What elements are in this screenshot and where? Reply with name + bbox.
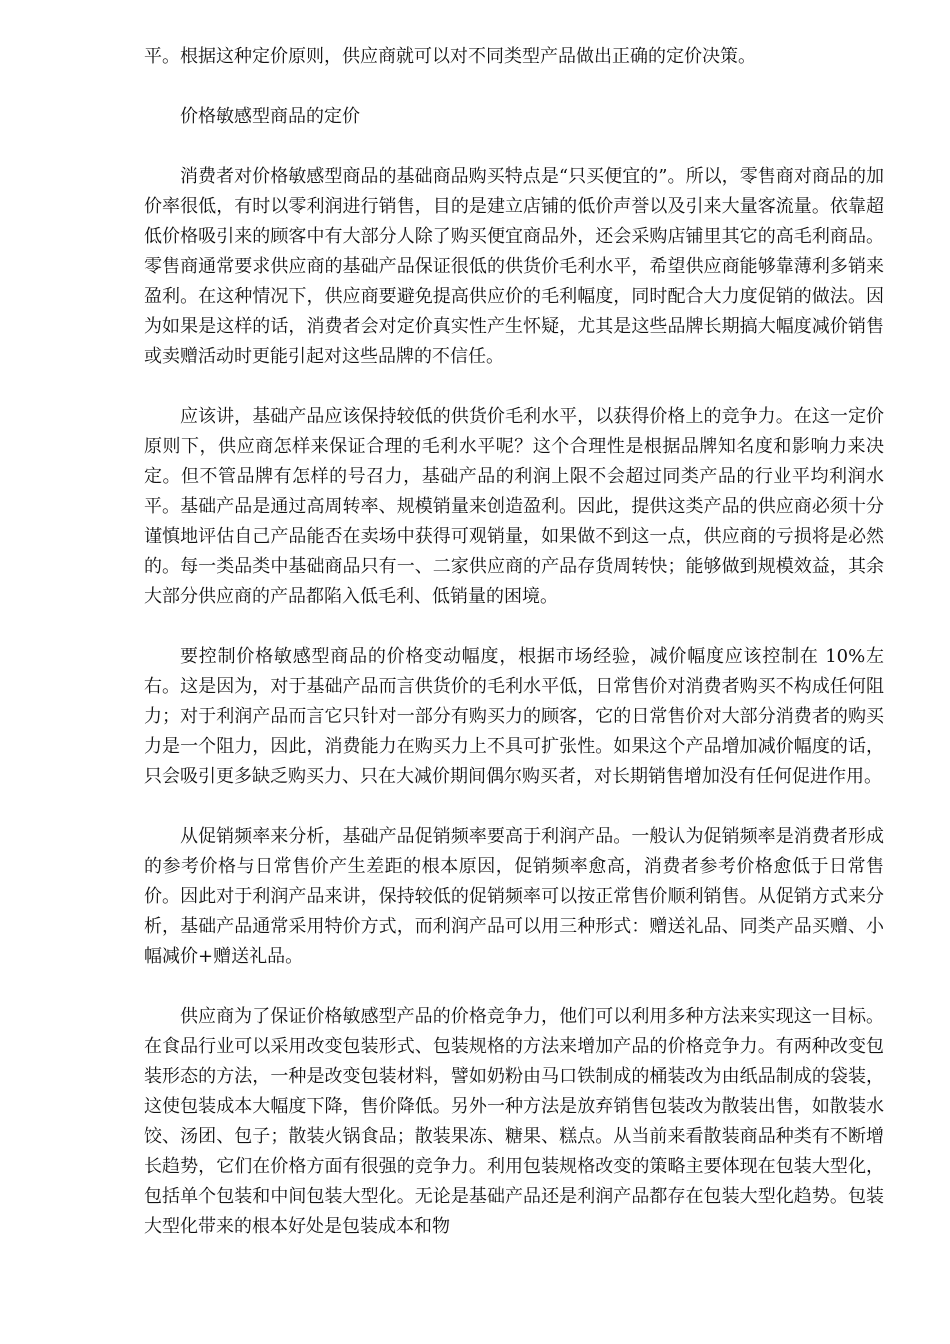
section-heading: 价格敏感型商品的定价 xyxy=(180,106,360,127)
paragraph: 供应商为了保证价格敏感型产品的价格竞争力，他们可以利用多种方法来实现这一目标。在食品行业可以采用改变包装形式、包装规格的方法来增加产品的价格竞争力。有两种改变包装形态的方法，一种是改变包装材料，譬如奶粉由马口铁制成的桶装改为由纸品制成的袋装，这使包装成本大幅度下降，售价降低。另外一种方法是放弃销售包装改为散装出售，如散装水饺、汤团、包子；散装火锅食品；散装果冻、糖果、糕点。从当前来看散装商品种类有不断增长趋势，它们在价格方面有很强的竞争力。利用包装规格改变的策略主要体现在包装大型化，包括单个包装和中间包装大型化。无论是基础产品还是利润产品都存在包装大型化趋势。包装大型化带来的根本好处是包装成本和物 xyxy=(144,1006,884,1237)
paragraph: 从促销频率来分析，基础产品促销频率要高于利润产品。一般认为促销频率是消费者形成的参考价格与日常售价产生差距的根本原因，促销频率愈高，消费者参考价格愈低于日常售价。因此对于利润产品来讲，保持较低的促销频率可以按正常售价顺利销售。从促销方式来分析，基础产品通常采用特价方式，而利润产品可以用三种形式：赠送礼品、同类产品买赠、小幅减价+赠送礼品。 xyxy=(144,826,884,967)
document-body xyxy=(144,42,884,1272)
paragraph-continuation: 平。根据这种定价原则，供应商就可以对不同类型产品做出正确的定价决策。 xyxy=(144,46,756,67)
paragraph: 应该讲，基础产品应该保持较低的供货价毛利水平，以获得价格上的竞争力。在这一定价原则下，供应商怎样来保证合理的毛利水平呢？这个合理性是根据品牌知名度和影响力来决定。但不管品牌有怎样的号召力，基础产品的利润上限不会超过同类产品的行业平均利润水平。基础产品是通过高周转率、规模销量来创造盈利。因此，提供这类产品的供应商必须十分谨慎地评估自己产品能否在卖场中获得可观销量，如果做不到这一点，供应商的亏损将是必然的。每一类品类中基础商品只有一、二家供应商的产品存货周转快；能够做到规模效益，其余大部分供应商的产品都陷入低毛利、低销量的困境。 xyxy=(144,406,884,607)
paragraph: 要控制价格敏感型商品的价格变动幅度，根据市场经验，减价幅度应该控制在 10%左右。这是因为，对于基础产品而言供货价的毛利水平低，日常售价对消费者购买不构成任何阻力；对于利润产品而言它只针对一部分有购买力的顾客，它的日常售价对大部分消费者的购买力是一个阻力，因此，消费能力在购买力上不具可扩张性。如果这个产品增加减价幅度的话，只会吸引更多缺乏购买力、只在大减价期间偶尔购买者，对长期销售增加没有任何促进作用。 xyxy=(144,646,884,787)
paragraph: 消费者对价格敏感型商品的基础商品购买特点是“只买便宜的”。所以，零售商对商品的加价率很低，有时以零利润进行销售，目的是建立店铺的低价声誉以及引来大量客流量。依靠超低价格吸引来的顾客中有大部分人除了购买便宜商品外，还会采购店铺里其它的高毛利商品。零售商通常要求供应商的基础产品保证很低的供货价毛利水平，希望供应商能够靠薄利多销来盈利。在这种情况下，供应商要避免提高供应价的毛利幅度，同时配合大力度促销的做法。因为如果是这样的话，消费者会对定价真实性产生怀疑，尤其是这些品牌长期搞大幅度减价销售或卖赠活动时更能引起对这些品牌的不信任。 xyxy=(144,166,884,367)
